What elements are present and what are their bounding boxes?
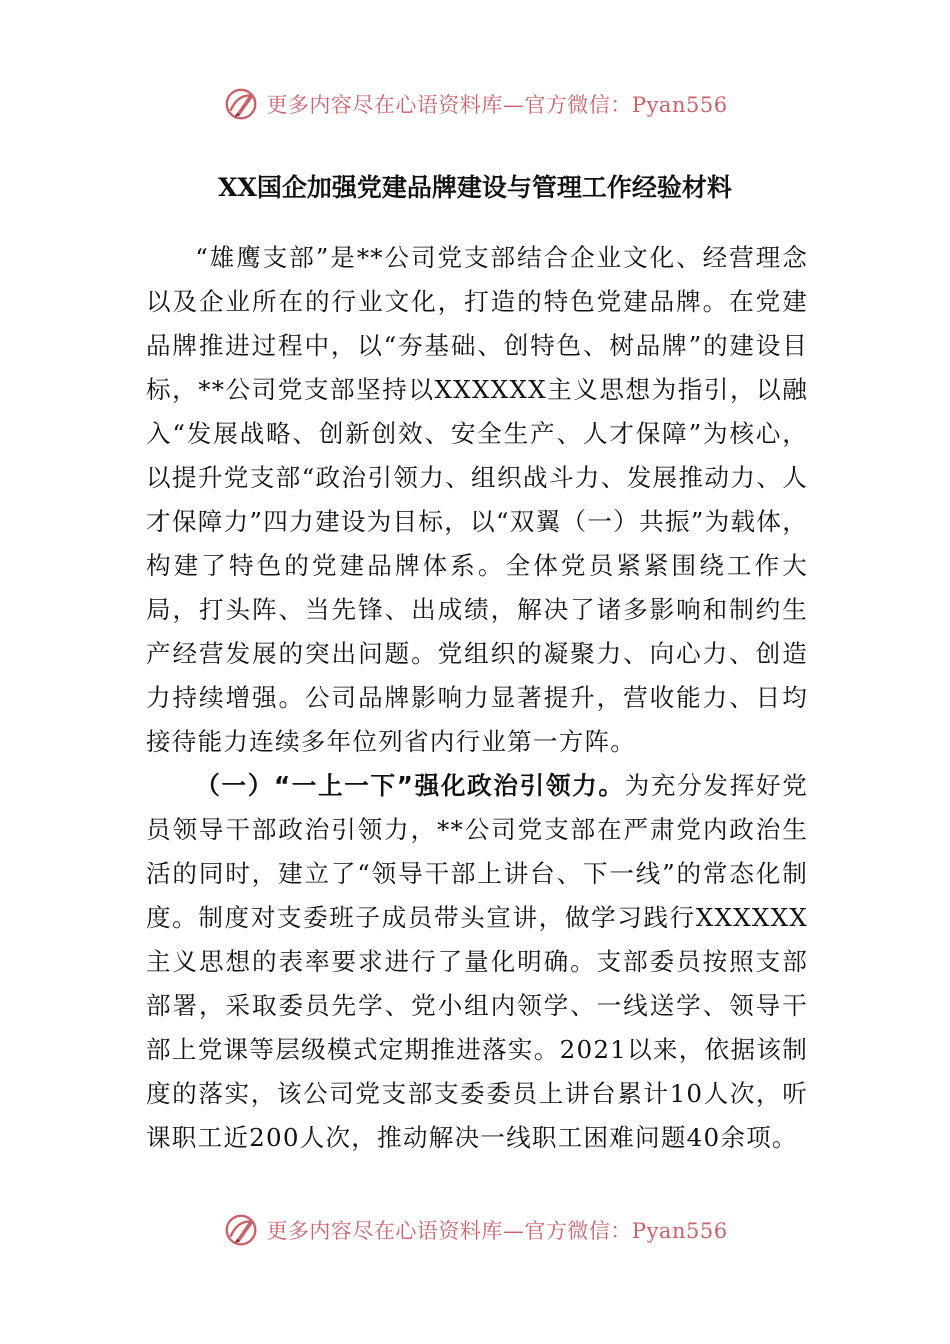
banner-text: 更多内容尽在心语资料库 bbox=[266, 93, 503, 117]
pen-swirl-logo-icon bbox=[222, 85, 260, 123]
section-1-heading: （一）“一上一下”强化政治引领力。 bbox=[195, 771, 625, 800]
banner-text: 更多内容尽在心语资料库 bbox=[266, 1219, 503, 1243]
section-1-body: 为充分发挥好党员领导干部政治引领力，**公司党支部在严肃党内政治生活的同时，建立了“领导干部上讲台、下一线”的常态化制度。制度对支委班子成员带头宣讲，做学习践行XXXXXX主义思想的表率要求进行了量化明确。支部委员按照支部部署，采取委员先学、党小组内领学、一线送学、领导干部上党课等层级模式定期推进落实。2021以来，依据该制度的落实，该公司党支部支委委员上讲台累计10人次，听课职工近200人次，推动解决一线职工困难问题40余项。 bbox=[146, 771, 808, 1152]
footer-banner bbox=[0, 1208, 950, 1252]
banner-contact: 官方微信：Pyan556 bbox=[524, 1219, 728, 1243]
banner-contact: 官方微信：Pyan556 bbox=[524, 93, 728, 117]
banner-dash: — bbox=[502, 1219, 525, 1243]
banner-dash: — bbox=[502, 93, 525, 117]
document-body bbox=[146, 236, 808, 1160]
paragraph-1: “雄鹰支部”是**公司党支部结合企业文化、经营理念以及企业所在的行业文化，打造的特色党建品牌。在党建品牌推进过程中，以“夯基础、创特色、树品牌”的建设目标，**公司党支部坚持以XXXXXX主义思想为指引，以融入“发展战略、创新创效、安全生产、人才保障”为核心，以提升党支部“政治引领力、组织战斗力、发展推动力、人才保障力”四力建设为目标，以“双翼（一）共振”为载体，构建了特色的党建品牌体系。全体党员紧紧围绕工作大局，打头阵、当先锋、出成绩，解决了诸多影响和制约生产经营发展的突出问题。党组织的凝聚力、向心力、创造力持续增强。公司品牌影响力显著提升，营收能力、日均接待能力连续多年位列省内行业第一方阵。 bbox=[146, 243, 808, 756]
pen-swirl-logo-icon bbox=[222, 1211, 260, 1249]
document-title: XX国企加强党建品牌建设与管理工作经验材料 bbox=[218, 173, 732, 202]
header-banner bbox=[0, 82, 950, 126]
section-1-paragraph bbox=[146, 764, 808, 1160]
